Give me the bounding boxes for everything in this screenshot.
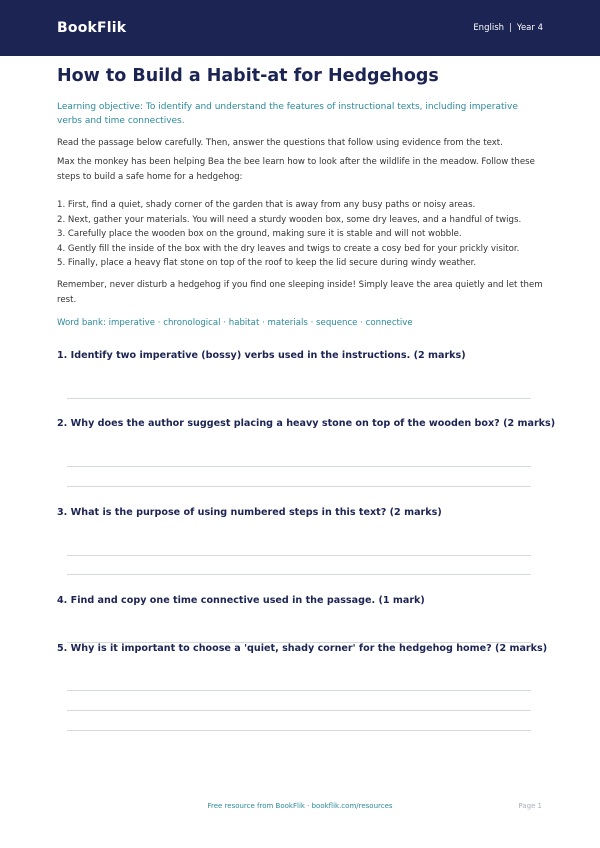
page-title: How to Build a Habit-at for Hedgehogs <box>57 66 439 86</box>
brand-logo[interactable]: BookFlik <box>57 20 127 36</box>
instruction-text: Read the passage below carefully. Then, answer the questions that follow using evidence from the text. <box>57 138 503 148</box>
answer-line[interactable] <box>67 555 531 556</box>
footer-resource-link[interactable]: Free resource from BookFlik · bookflik.com/resources <box>207 802 393 810</box>
word-bank: Word bank: imperative · chronological · habitat · materials · sequence · connective <box>57 318 413 328</box>
question-1: 1. Identify two imperative (bossy) verbs used in the instructions. (2 marks) <box>57 350 466 361</box>
answer-line[interactable] <box>67 710 531 711</box>
step-item: 2. Next, gather your materials. You will need a sturdy wooden box, some dry leaves, and a handful of twigs. <box>57 214 522 225</box>
question-5: 5. Why is it important to choose a 'quiet, shady corner' for the hedgehog home? (2 marks) <box>57 643 548 654</box>
subject-year-label <box>473 23 543 33</box>
step-item: 5. Finally, place a heavy flat stone on top of the roof to keep the lid secure during windy weather. <box>57 258 477 268</box>
learning-objective: Learning objective: To identify and understand the features of instructional texts, including imperative verbs and time connectives. <box>57 102 518 126</box>
passage-closing: Remember, never disturb a hedgehog if you find one sleeping inside! Simply leave the area quietly and let them rest. <box>57 280 543 305</box>
question-2: 2. Why does the author suggest placing a heavy stone on top of the wooden box? (2 marks) <box>57 418 556 429</box>
year-label: Year 4 <box>516 23 543 33</box>
answer-line[interactable] <box>67 730 531 731</box>
question-3: 3. What is the purpose of using numbered steps in this text? (2 marks) <box>57 507 442 518</box>
separator: | <box>509 23 512 33</box>
answer-line[interactable] <box>67 486 531 487</box>
question-4: 4. Find and copy one time connective used in the passage. (1 mark) <box>57 595 425 606</box>
steps-list <box>57 198 547 271</box>
site-header <box>0 0 600 56</box>
page-footer <box>0 802 600 814</box>
answer-line[interactable] <box>67 574 531 575</box>
step-item: 4. Gently fill the inside of the box with the dry leaves and twigs to create a cosy bed for your prickly visitor. <box>57 243 520 254</box>
step-item: 3. Carefully place the wooden box on the ground, making sure it is stable and will not wobble. <box>57 229 462 239</box>
answer-line[interactable] <box>67 466 531 467</box>
answer-line[interactable] <box>67 690 531 691</box>
step-item: 1. First, find a quiet, shady corner of the garden that is away from any busy paths or noisy areas. <box>57 200 476 210</box>
page-number: Page 1 <box>518 802 542 810</box>
answer-line[interactable] <box>67 398 531 399</box>
passage-intro: Max the monkey has been helping Bea the bee learn how to look after the wildlife in the meadow. Follow these steps to build a safe home for a hedgehog: <box>57 157 535 182</box>
subject-label: English <box>473 23 505 33</box>
